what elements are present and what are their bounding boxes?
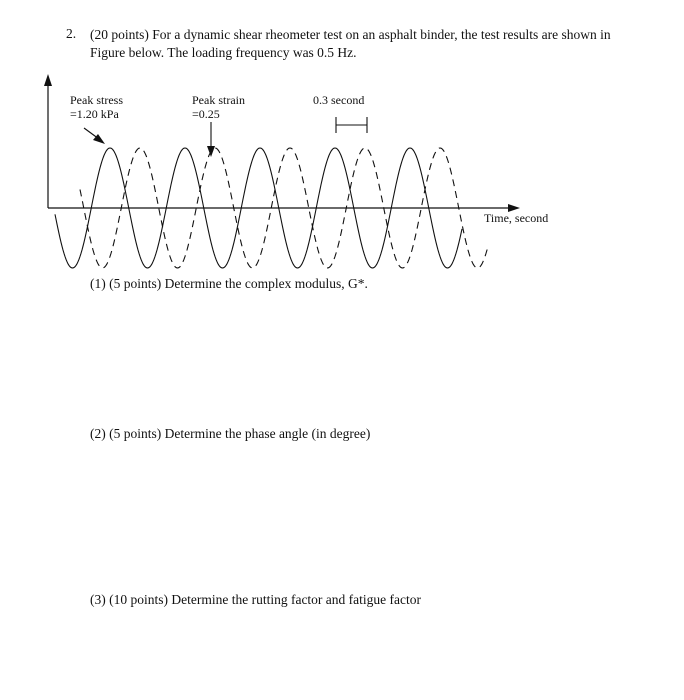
question-text-line-1: (20 points) For a dynamic shear rheometer test on an asphalt binder, the test results are shown in xyxy=(90,27,611,42)
sub-question-3: (3) (10 points) Determine the rutting factor and fatigue factor xyxy=(90,592,422,607)
time-lag-label: 0.3 second xyxy=(313,93,365,107)
stress-strain-figure xyxy=(0,0,684,300)
peak-strain-label-line1: Peak strain xyxy=(192,93,245,107)
sub-question-1: (1) (5 points) Determine the complex modulus, G*. xyxy=(90,276,368,291)
question-text-line-2: Figure below. The loading frequency was 0.5 Hz. xyxy=(90,45,357,60)
peak-stress-label-line2: =1.20 kPa xyxy=(70,107,119,121)
x-axis-label: Time, second xyxy=(484,211,549,225)
peak-stress-label-line1: Peak stress xyxy=(70,93,123,107)
peak-strain-arrowhead xyxy=(207,146,215,157)
sub-question-2: (2) (5 points) Determine the phase angle (in degree) xyxy=(90,426,371,441)
question-number: 2. xyxy=(66,26,77,41)
peak-strain-label-line2: =0.25 xyxy=(192,107,220,121)
y-axis-arrowhead xyxy=(44,74,52,86)
